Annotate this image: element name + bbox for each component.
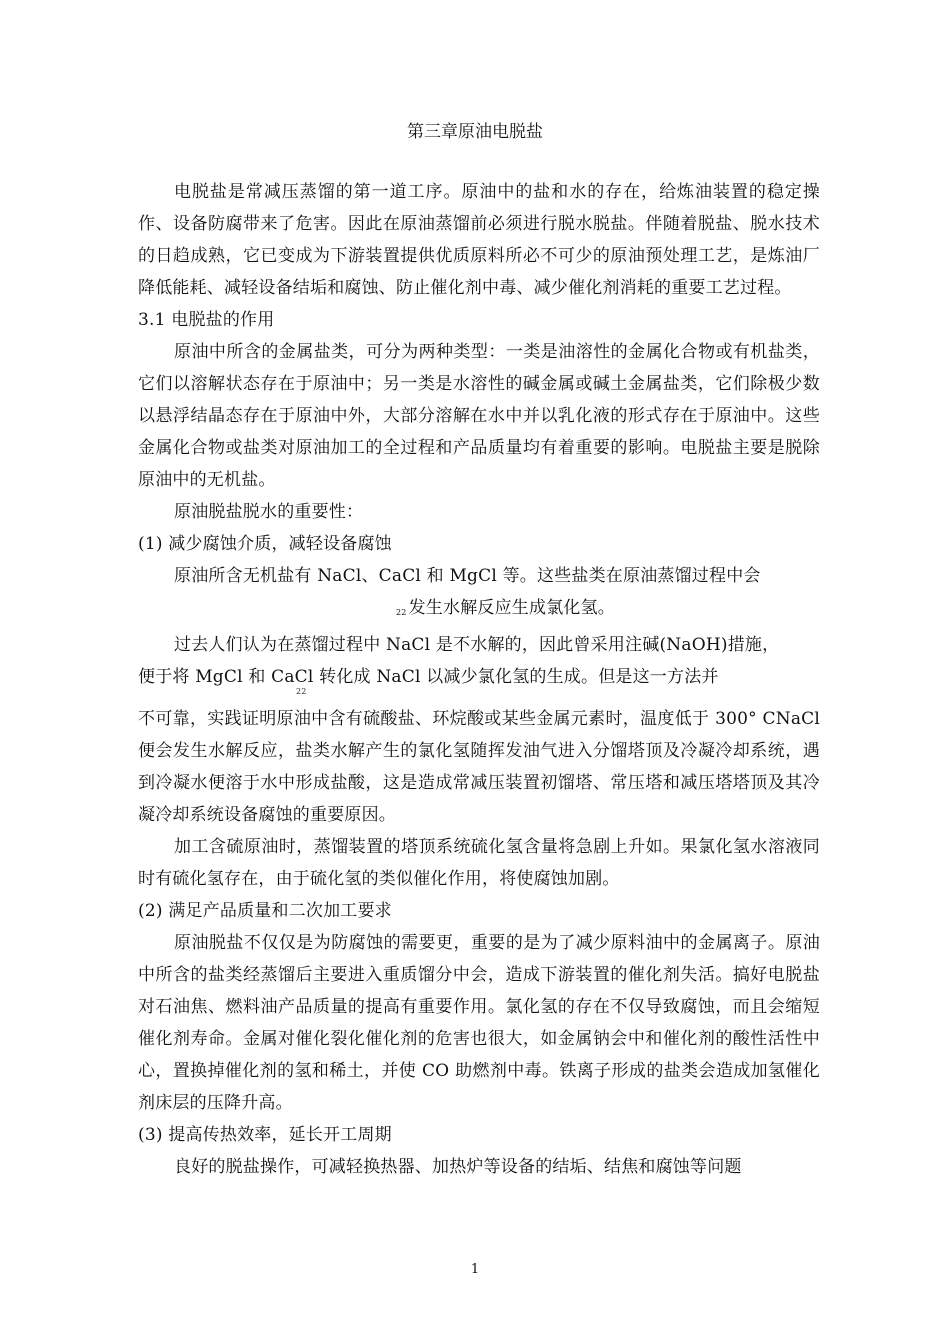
list-item-1: (1) 减少腐蚀介质，减轻设备腐蚀 [138, 534, 392, 554]
paragraph-importance: 原油脱盐脱水的重要性： [174, 502, 364, 522]
past-line-1: 过去人们认为在蒸馏过程中 NaCl 是不水解的，因此曾采用注碱(NaOH)措施， [174, 635, 780, 655]
inorganic-line-2 [138, 592, 820, 629]
subscript-note: 22 [296, 687, 307, 696]
paragraph-past-methods [138, 629, 820, 831]
past-line-3: 不可靠，实践证明原油中含有硫酸盐、环烷酸或某些金属元素时，温度低于 300° CNaCl 便会发生水解反应，盐类水解产生的氯化氢随挥发油气进入分馏塔顶及冷凝冷却系统，遇到冷凝水便溶于水中形成盐酸，这是造成常减压装置初馏塔、常压塔和减压塔塔顶及其冷凝冷却系统设备腐蚀的重要原因。 [138, 709, 820, 825]
list-item-2: (2) 满足产品质量和二次加工要求 [138, 901, 392, 921]
paragraph-intro: 电脱盐是常减压蒸馏的第一道工序。原油中的盐和水的存在，给炼油装置的稳定操作、设备防腐带来了危害。因此在原油蒸馏前必须进行脱水脱盐。伴随着脱盐、脱水技术的日趋成熟，它已变成为下游装置提供优质原料所必不可少的原油预处理工艺，是炼油厂降低能耗、减轻设备结垢和腐蚀、防止催化剂中毒、减少催化剂消耗的重要工艺过程。 [138, 182, 820, 298]
paragraph-heat-transfer: 良好的脱盐操作，可减轻换热器、加热炉等设备的结垢、结焦和腐蚀等问题 [174, 1157, 742, 1177]
inorganic-line-2-text: 发生水解反应生成氯化氢。 [408, 598, 615, 618]
paragraph-sulfur: 加工含硫原油时，蒸馏装置的塔顶系统硫化氢含量将急剧上升如。果氯化氢水溶液同时有硫化氢存在，由于硫化氢的类似催化作用，将使腐蚀加剧。 [138, 837, 820, 889]
document-body [138, 176, 820, 1183]
page-number: 1 [470, 1262, 480, 1277]
subscript-note: 22 [396, 608, 407, 617]
list-item-3: (3) 提高传热效率，延长开工周期 [138, 1125, 392, 1145]
past-line-2: 便于将 MgCl 和 CaCl 转化成 NaCl 以减少氯化氢的生成。但是这一方法并 [138, 667, 719, 687]
paragraph-metal-salts: 原油中所含的金属盐类，可分为两种类型：一类是油溶性的金属化合物或有机盐类，它们以溶解状态存在于原油中；另一类是水溶性的碱金属或碱土金属盐类，它们除极少数以悬浮结晶态存在于原油中外，大部分溶解在水中并以乳化液的形式存在于原油中。这些金属化合物或盐类对原油加工的全过程和产品质量均有着重要的影响。电脱盐主要是脱除原油中的无机盐。 [138, 342, 820, 490]
paragraph-inorganic-salts [138, 560, 820, 629]
inorganic-line-1: 原油所含无机盐有 NaCl、CaCl 和 MgCl 等。这些盐类在原油蒸馏过程中会 [174, 566, 761, 586]
paragraph-quality: 原油脱盐不仅仅是为防腐蚀的需要更，重要的是为了减少原料油中的金属离子。原油中所含的盐类经蒸馏后主要进入重质馏分中会，造成下游装置的催化剂失活。搞好电脱盐对石油焦、燃料油产品质量的提高有重要作用。氯化氢的存在不仅导致腐蚀，而且会缩短催化剂寿命。金属对催化裂化催化剂的危害也很大，如金属钠会中和催化剂的酸性活性中心，置换掉催化剂的氢和稀土，并使 CO 助燃剂中毒。铁离子形成的盐类会造成加氢催化剂床层的压降升高。 [138, 933, 820, 1113]
section-heading-3-1: 3.1 电脱盐的作用 [138, 310, 275, 330]
chapter-title: 第三章原油电脱盐 [407, 122, 543, 142]
